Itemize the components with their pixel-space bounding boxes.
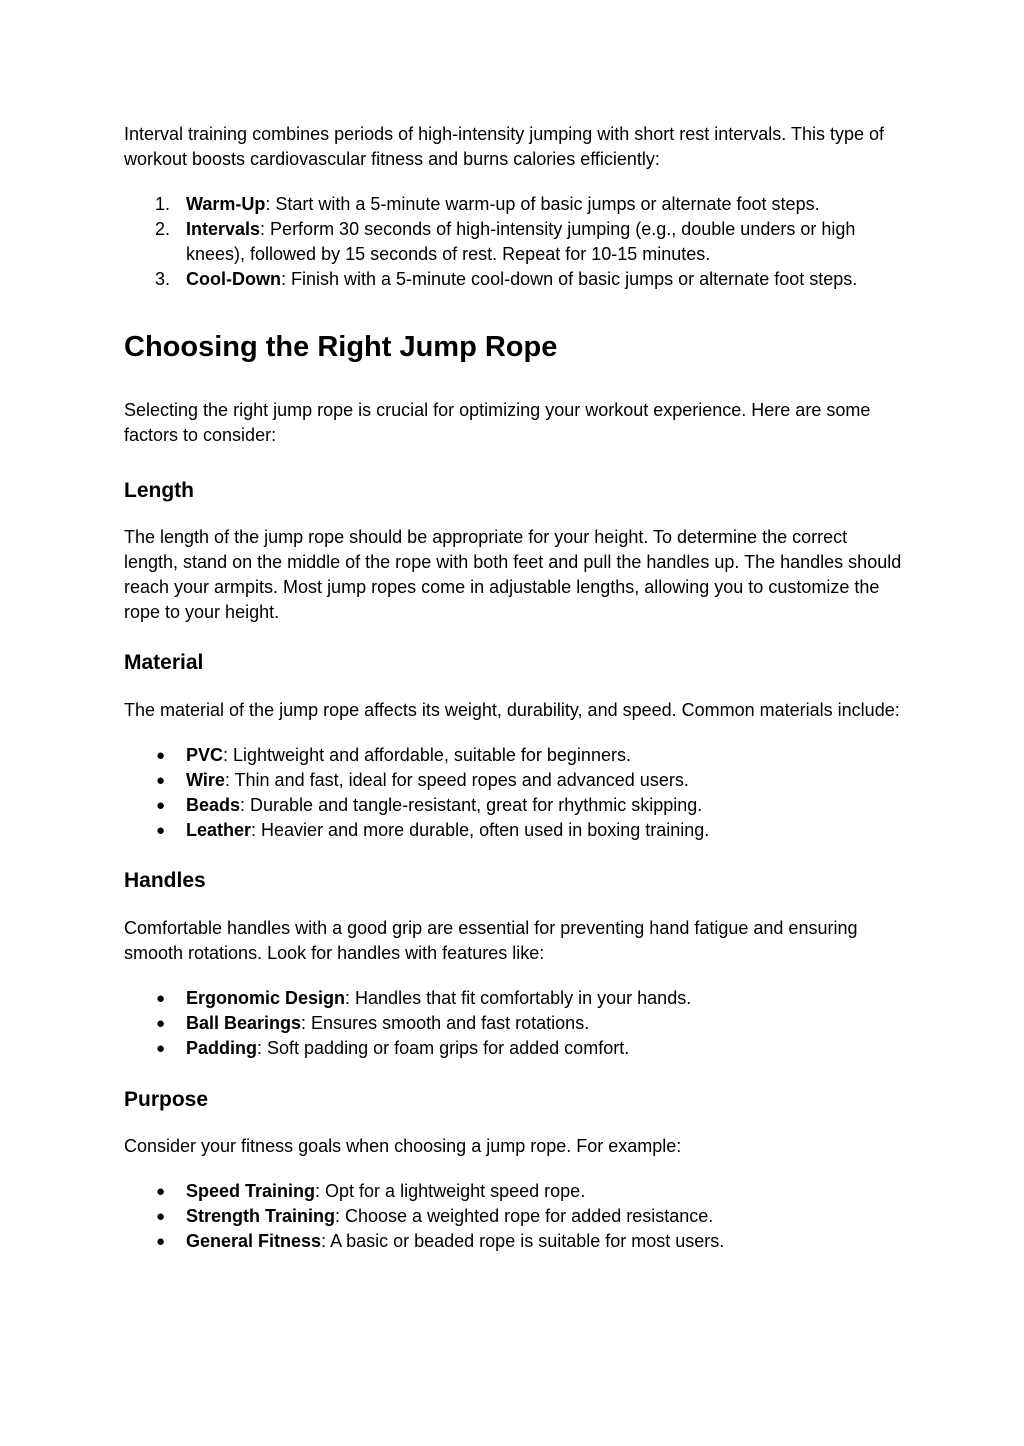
list-item [124,267,904,292]
list-item [124,1036,904,1061]
list-term: Intervals [186,219,261,239]
list-number: 1. [155,194,171,214]
list-text: : Handles that fit comfortably in your hands. [345,988,692,1008]
list-text: : Finish with a 5-minute cool-down of basic jumps or alternate foot steps. [280,269,858,289]
purpose-paragraph: Consider your fitness goals when choosing a jump rope. For example: [124,1136,682,1156]
list-item [124,1011,904,1036]
list-text: : Thin and fast, ideal for speed ropes and advanced users. [224,770,689,790]
list-text: : Heavier and more durable, often used in boxing training. [251,820,710,840]
list-item [124,1179,904,1204]
list-item [124,217,904,267]
bullet-icon: ● [156,1233,166,1250]
material-paragraph: The material of the jump rope affects its weight, durability, and speed. Common materials include: [124,700,900,720]
list-text: : Perform 30 seconds of high-intensity jumping (e.g., double unders or high knees), followed by 15 seconds of rest. Repeat for 10-15 minutes. [186,219,856,264]
section-heading-choosing: Choosing the Right Jump Rope [124,331,558,363]
list-text: : Opt for a lightweight speed rope. [315,1181,586,1201]
subheading-purpose: Purpose [124,1088,209,1111]
list-item [124,818,904,843]
list-term: General Fitness [186,1231,322,1251]
list-text: : Durable and tangle-resistant, great for rhythmic skipping. [240,795,703,815]
bullet-icon: ● [156,1208,166,1225]
list-item [124,793,904,818]
bullet-icon: ● [156,1183,166,1200]
list-text: : Ensures smooth and fast rotations. [301,1013,590,1033]
list-text: : Lightweight and affordable, suitable for beginners. [223,745,631,765]
list-term: Leather [186,820,252,840]
list-item [124,986,904,1011]
bullet-icon: ● [156,797,166,814]
list-text: : Choose a weighted rope for added resistance. [335,1206,714,1226]
list-text: : Start with a 5-minute warm-up of basic jumps or alternate foot steps. [265,194,820,214]
subheading-length: Length [124,479,194,502]
interval-steps-list [124,192,904,292]
list-text: : Soft padding or foam grips for added comfort. [257,1038,630,1058]
list-item [124,743,904,768]
handles-paragraph: Comfortable handles with a good grip are essential for preventing hand fatigue and ensuring smooth rotations. Look for handles with features like: [124,918,858,963]
bullet-icon: ● [156,990,166,1007]
bullet-icon: ● [156,772,166,789]
list-text: : A basic or beaded rope is suitable for most users. [321,1231,725,1251]
bullet-icon: ● [156,822,166,839]
list-term: Wire [186,770,225,790]
handles-list [124,986,904,1061]
list-item [124,1229,904,1254]
list-term: Padding [186,1038,257,1058]
bullet-icon: ● [156,1040,166,1057]
document-content [124,122,904,1254]
list-item [124,192,904,217]
list-item [124,768,904,793]
purpose-list [124,1179,904,1254]
list-term: Strength Training [186,1206,336,1226]
subheading-handles: Handles [124,869,206,892]
list-number: 3. [155,269,171,289]
list-item [124,1204,904,1229]
list-term: PVC [186,745,224,765]
list-term: Warm-Up [186,194,266,214]
list-term: Beads [186,795,241,815]
intro-paragraph: Interval training combines periods of high-intensity jumping with short rest intervals. This type of workout boosts cardiovascular fitness and burns calories efficiently: [124,124,885,169]
bullet-icon: ● [156,747,166,764]
list-term: Ergonomic Design [186,988,346,1008]
material-list [124,743,904,843]
list-term: Cool-Down [186,269,281,289]
bullet-icon: ● [156,1015,166,1032]
list-term: Speed Training [186,1181,316,1201]
list-term: Ball Bearings [186,1013,302,1033]
choosing-paragraph: Selecting the right jump rope is crucial for optimizing your workout experience. Here are some factors to consider: [124,400,871,445]
length-paragraph: The length of the jump rope should be appropriate for your height. To determine the correct length, stand on the middle of the rope with both feet and pull the handles up. The handles should reach your armpits. Most jump ropes come in adjustable lengths, allowing you to customize the rope to your height. [124,527,902,622]
subheading-material: Material [124,651,204,674]
list-number: 2. [155,219,171,239]
